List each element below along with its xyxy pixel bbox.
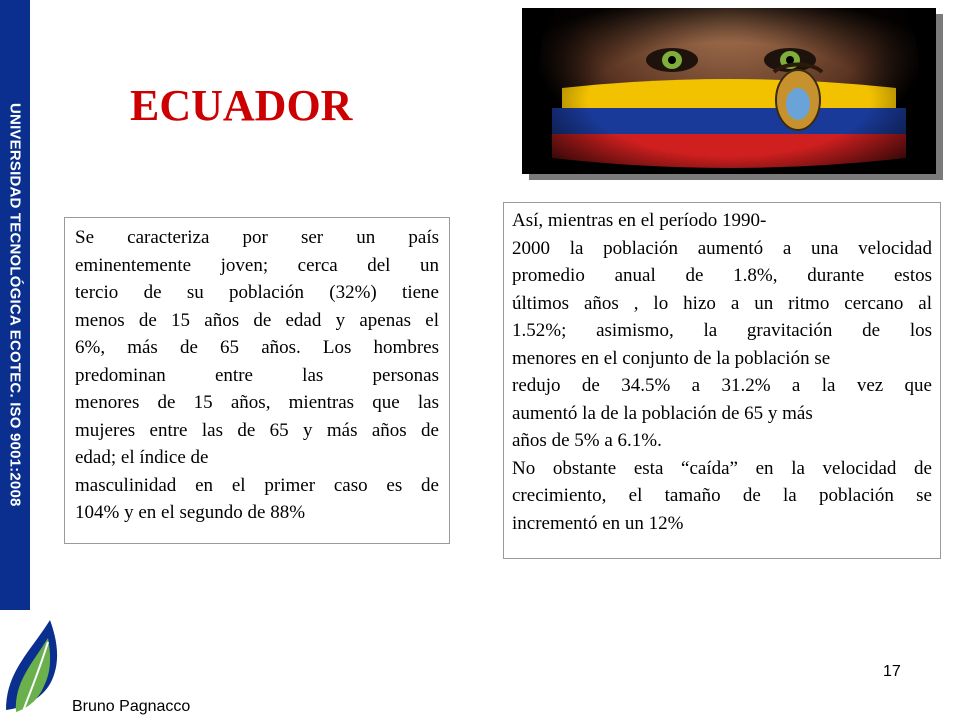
right-line-1: Así, mientras en el período 1990- [512, 210, 767, 231]
right-line-11: crecimiento, el tamaño de la población se [512, 485, 932, 506]
slide-title: ECUADOR [130, 81, 353, 130]
left-line-1: Se caracteriza por ser un país [75, 227, 439, 248]
right-line-7: redujo de 34.5% a 31.2% a la vez que [512, 375, 932, 396]
right-line-8: aumentó la de la población de 65 y más [512, 402, 813, 424]
left-text-box [64, 217, 450, 544]
left-line-9: edad; el índice de [75, 447, 209, 468]
right-line-4: últimos años , lo hizo a un ritmo cercano al [512, 292, 932, 314]
sidebar-text-container [0, 0, 30, 610]
left-line-6: predominan entre las personas [75, 364, 439, 386]
right-line-2: 2000 la población aumentó a una velocidad [512, 237, 932, 259]
left-line-2: eminentemente joven; cerca del un [75, 254, 439, 276]
university-logo [0, 612, 66, 720]
left-line-8: mujeres entre las de 65 y más años de [75, 419, 439, 441]
left-line-5: 6%, más de 65 años. Los hombres [75, 337, 439, 358]
right-line-6: menores en el conjunto de la población se [512, 347, 831, 369]
left-line-3: tercio de su población (32%) tiene [75, 282, 439, 303]
right-line-12: incrementó en un 12% [512, 512, 684, 534]
right-line-10: No obstante esta “caída” en la velocidad de [512, 457, 932, 479]
ecuador-flag-face-photo [522, 8, 936, 174]
right-text-box [503, 202, 941, 559]
right-line-5: 1.52%; asimismo, la gravitación de los [512, 320, 932, 341]
page-number: 17 [883, 663, 901, 680]
left-line-10: masculinidad en el primer caso es de [75, 474, 439, 496]
left-line-7: menores de 15 años, mientras que las [75, 392, 439, 413]
author-name: Bruno Pagnacco [72, 698, 191, 715]
right-line-9: años de 5% a 6.1%. [512, 430, 662, 451]
left-line-4: menos de 15 años de edad y apenas el [75, 309, 439, 331]
right-line-3: promedio anual de 1.8%, durante estos [512, 265, 932, 286]
sidebar-university-text: UNIVERSIDAD TECNOLÓGICA ECOTEC. ISO 9001:2008 [6, 103, 24, 507]
left-line-11: 104% y en el segundo de 88% [75, 502, 306, 523]
